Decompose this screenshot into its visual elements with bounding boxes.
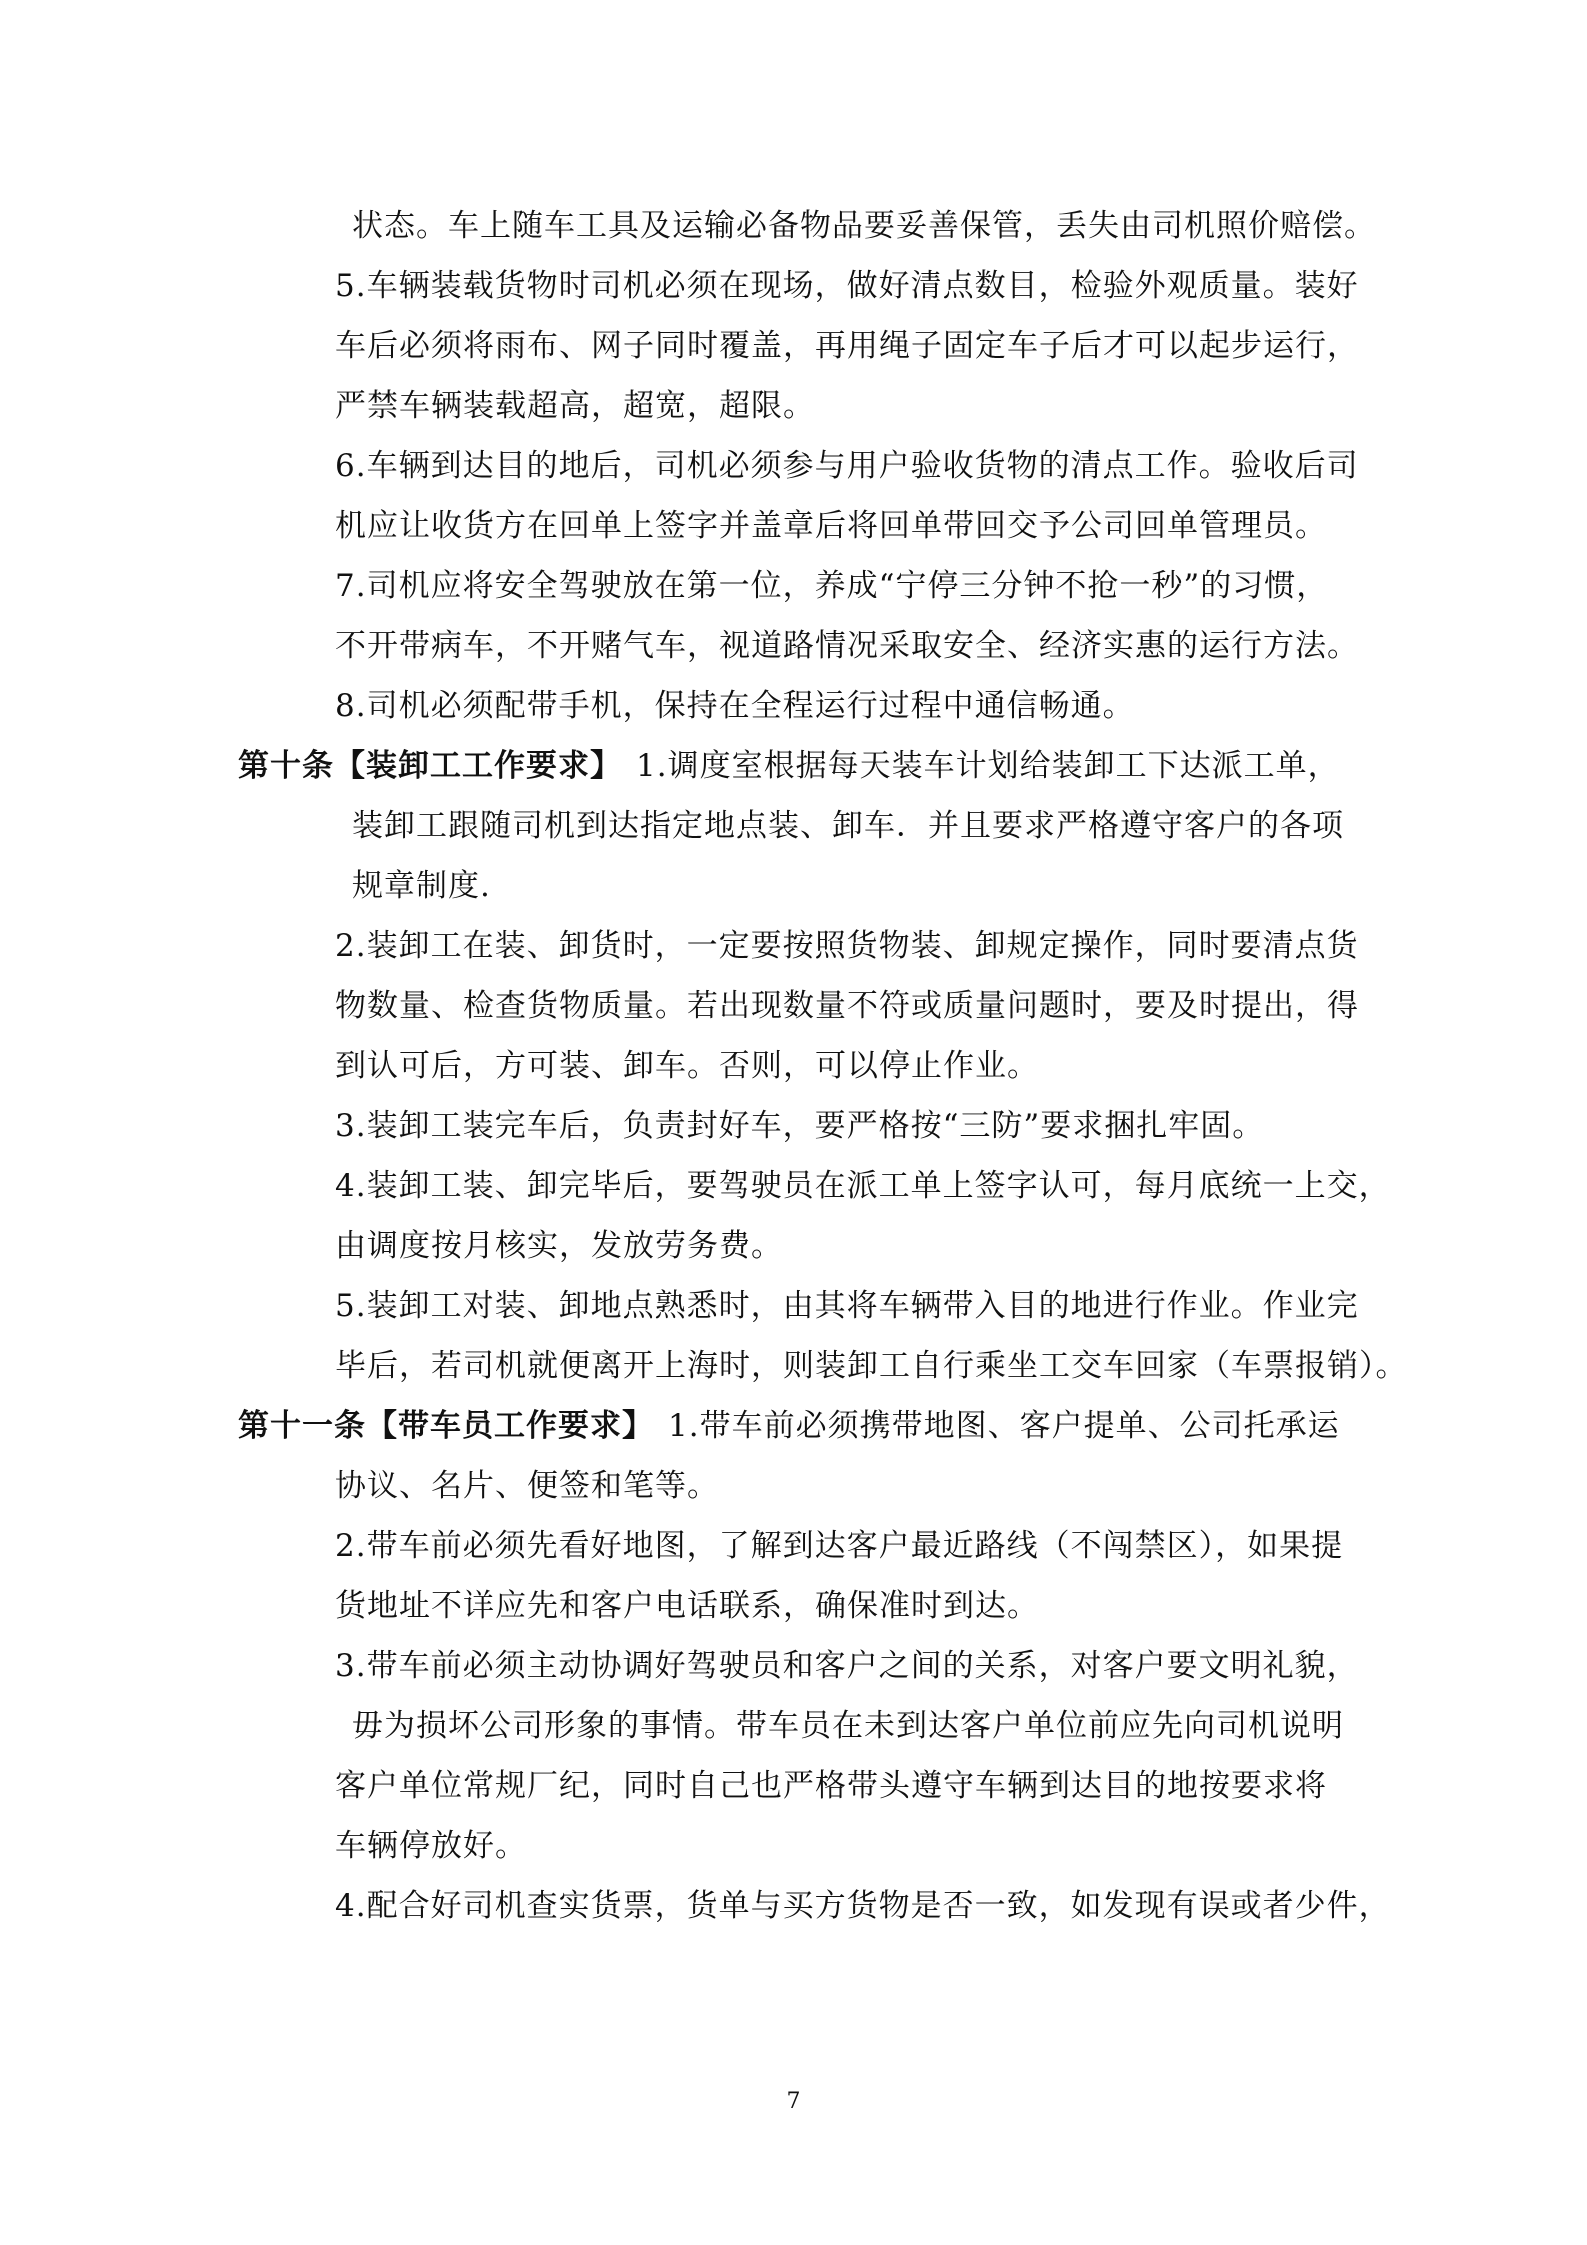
list-item-4-line: 4.装卸工装、卸完毕后，要驾驶员在派工单上签字认可，每月底统一上交，: [335, 1168, 1391, 1204]
text-line: 协议、名片、便签和笔等。: [335, 1468, 719, 1504]
list-item-2-line: 2.带车前必须先看好地图，了解到达客户最近路线（不闯禁区），如果提: [335, 1528, 1344, 1564]
list-item-7-line: 7.司机应将安全驾驶放在第一位，养成“宁停三分钟不抢一秒”的习惯，: [335, 568, 1329, 604]
list-item-2-line: 2.装卸工在装、卸货时，一定要按照货物装、卸规定操作，同时要清点货: [335, 928, 1359, 964]
article-10-line: [238, 746, 1340, 786]
list-item-5-line: 5.车辆装载货物时司机必须在现场，做好清点数目，检验外观质量。装好: [335, 268, 1359, 304]
text-line: 车辆停放好。: [335, 1828, 527, 1864]
text-line: 客户单位常规厂纪，同时自己也严格带头遵守车辆到达目的地按要求将: [335, 1768, 1327, 1804]
text-line: 规章制度.: [352, 868, 491, 904]
text-line: 货地址不详应先和客户电话联系，确保准时到达。: [335, 1588, 1039, 1624]
text-line: 到认可后，方可装、卸车。否则，可以停止作业。: [335, 1048, 1039, 1084]
page-number: 7: [786, 2089, 801, 2114]
list-item-6-line: 6.车辆到达目的地后，司机必须参与用户验收货物的清点工作。验收后司: [335, 448, 1359, 484]
text-line: 不开带病车，不开赌气车，视道路情况采取安全、经济实惠的运行方法。: [335, 628, 1359, 664]
text-line: 机应让收货方在回单上签字并盖章后将回单带回交予公司回单管理员。: [335, 508, 1327, 544]
text-line: 1.调度室根据每天装车计划给装卸工下达派工单，: [636, 748, 1340, 784]
text-line: 毋为损坏公司形象的事情。带车员在未到达客户单位前应先向司机说明: [352, 1708, 1344, 1744]
text-line: 状态。车上随车工具及运输必备物品要妥善保管，丢失由司机照价赔偿。: [352, 208, 1376, 244]
text-line: 车后必须将雨布、网子同时覆盖，再用绳子固定车子后才可以起步运行，: [335, 328, 1359, 364]
article-11-heading: 第十一条【带车员工作要求】: [238, 1408, 654, 1444]
text-line: 严禁车辆装载超高，超宽，超限。: [335, 388, 815, 424]
list-item-8-line: 8.司机必须配带手机，保持在全程运行过程中通信畅通。: [335, 688, 1135, 724]
text-line: 物数量、检查货物质量。若出现数量不符或质量问题时，要及时提出，得: [335, 988, 1359, 1024]
text-line: 毕后，若司机就便离开上海时，则装卸工自行乘坐工交车回家（车票报销）。: [335, 1348, 1408, 1384]
list-item-3-line: 3.带车前必须主动协调好驾驶员和客户之间的关系，对客户要文明礼貌，: [335, 1648, 1359, 1684]
list-item-3-line: 3.装卸工装完车后，负责封好车，要严格按“三防”要求捆扎牢固。: [335, 1108, 1265, 1144]
list-item-5-line: 5.装卸工对装、卸地点熟悉时，由其将车辆带入目的地进行作业。作业完: [335, 1288, 1359, 1324]
text-line: 由调度按月核实，发放劳务费。: [335, 1228, 783, 1264]
list-item-4-line: 4.配合好司机查实货票，货单与买方货物是否一致，如发现有误或者少件，: [335, 1888, 1391, 1924]
text-line: 1.带车前必须携带地图、客户提单、公司托承运: [668, 1408, 1340, 1444]
article-11-line: [238, 1406, 1340, 1446]
text-line: 装卸工跟随司机到达指定地点装、卸车．并且要求严格遵守客户的各项: [352, 808, 1344, 844]
article-10-heading: 第十条【装卸工工作要求】: [238, 748, 622, 784]
